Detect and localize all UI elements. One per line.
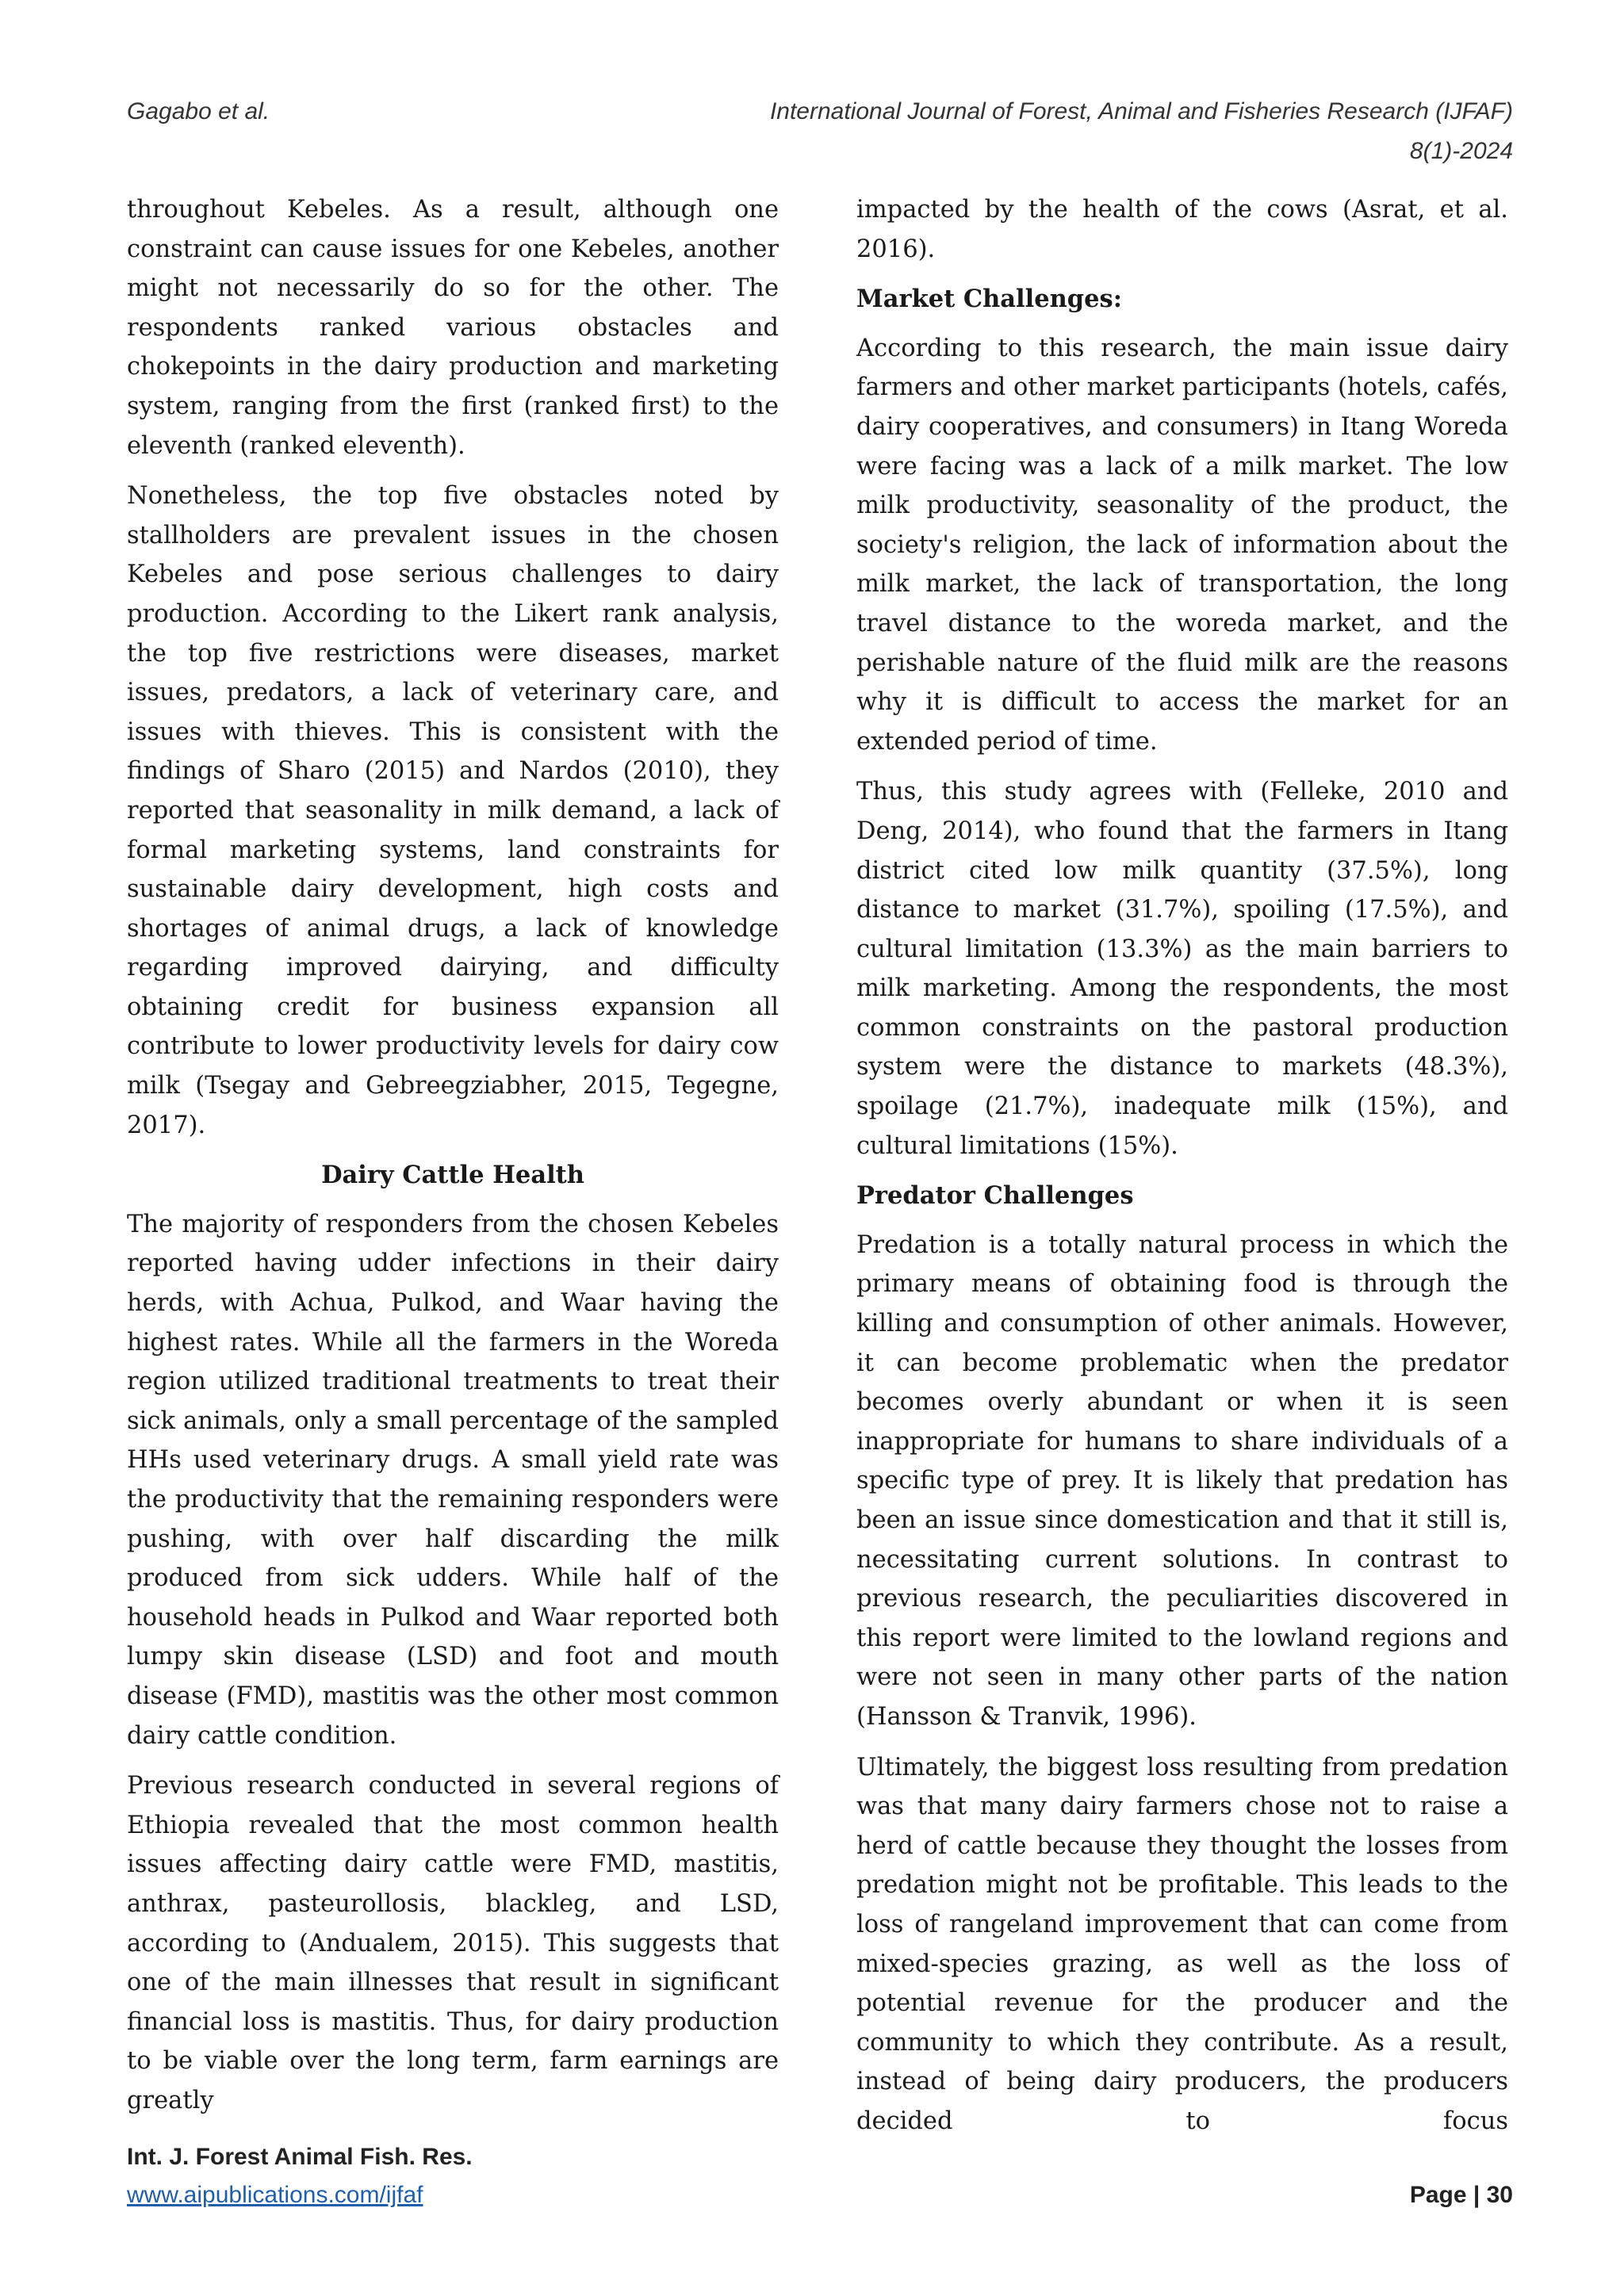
left-column — [127, 190, 779, 2132]
right-column — [856, 190, 1508, 2152]
running-header-authors: Gagabo et al. — [127, 98, 270, 124]
running-header-issue: 8(1)-2024 — [1409, 138, 1513, 164]
footer-journal-link[interactable]: www.aipublications.com/ijfaf — [127, 2182, 423, 2208]
body-paragraph: Predation is a totally natural process in which the primary means of obtaining food is through the killing and consumption of other animals. However, it can become problematic when the predator becomes overly abundant or when it is seen inappropriate for humans to share individuals of a specific type of prey. It is likely that predation has been an issue since domestication and that it still is, necessitating current solutions. In contrast to previous research, the peculiarities discovered in this report were limited to the lowland regions and were not seen in many other parts of the nation (Hansson & Tranvik, 1996). — [856, 1230, 1508, 1731]
body-paragraph: impacted by the health of the cows (Asrat, et al. 2016). — [856, 196, 1508, 263]
body-paragraph: throughout Kebeles. As a result, although one constraint can cause issues for one Kebeles, another might not necessarily do so for the other. The respondents ranked various obstacles and chokepoints in the dairy production and marketing system, ranging from the first (ranked first) to the eleventh (ranked eleventh). — [127, 196, 779, 460]
body-paragraph: The majority of responders from the chosen Kebeles reported having udder infections in their dairy herds, with Achua, Pulkod, and Waar having the highest rates. While all the farmers in the Woreda region utilized traditional treatments to treat their sick animals, only a small percentage of the sampled HHs used veterinary drugs. A small yield rate was the productivity that the remaining responders were pushing, with over half discarding the milk produced from sick udders. While half of the household heads in Pulkod and Waar reported both lumpy skin disease (LSD) and foot and mouth disease (FMD), mastitis was the other most common dairy cattle condition. — [127, 1210, 779, 1750]
body-paragraph: Nonetheless, the top five obstacles noted by stallholders are prevalent issues in the chosen Kebeles and pose serious challenges to dairy production. According to the Likert rank analysis, the top five restrictions were diseases, market issues, predators, a lack of veterinary care, and issues with thieves. This is consistent with the findings of Sharo (2015) and Nardos (2010), they reported that seasonality in milk demand, a lack of formal marketing systems, land constraints for sustainable dairy development, high costs and shortages of animal drugs, a lack of knowledge regarding improved dairying, and difficulty obtaining credit for business expansion all contribute to lower productivity levels for dairy cow milk (Tsegay and Gebreegziabher, 2015, Tegegne, 2017). — [127, 482, 779, 1139]
page-number: Page | 30 — [1409, 2182, 1513, 2208]
section-heading-predator-challenges: Predator Challenges — [856, 1181, 1134, 1211]
footer-journal-abbrev: Int. J. Forest Animal Fish. Res. — [127, 2144, 473, 2170]
section-heading-market-challenges: Market Challenges: — [856, 285, 1122, 314]
body-paragraph: According to this research, the main issue dairy farmers and other market participants (hotels, cafés, dairy cooperatives, and consumers) in Itang Woreda were facing was a lack of a milk market. The low milk productivity, seasonality of the product, the society's religion, the lack of information about the milk market, the lack of transportation, the long travel distance to the woreda market, and the perishable nature of the fluid milk are the reasons why it is difficult to access the market for an extended period of time. — [856, 334, 1508, 756]
body-paragraph: Previous research conducted in several regions of Ethiopia revealed that the most common health issues affecting dairy cattle were FMD, mastitis, anthrax, pasteurollosis, blackleg, and LSD, according to (Andualem, 2015). This suggests that one of the main illnesses that result in significant financial loss is mastitis. Thus, for dairy production to be viable over the long term, farm earnings are greatly — [127, 1772, 779, 2114]
running-header-journal: International Journal of Forest, Animal and Fisheries Research (IJFAF) — [769, 98, 1513, 124]
body-paragraph: Thus, this study agrees with (Felleke, 2010 and Deng, 2014), who found that the farmers in Itang district cited low milk quantity (37.5%), long distance to market (31.7%), spoiling (17.5%), and cultural limitation (13.3%) as the main barriers to milk marketing. Among the respondents, the most common constraints on the pastoral production system were the distance to markets (48.3%), spoilage (21.7%), inadequate milk (15%), and cultural limitations (15%). — [856, 778, 1508, 1160]
body-paragraph: Ultimately, the biggest loss resulting from predation was that many dairy farmers chose not to raise a herd of cattle because they thought the losses from predation might not be profitable. This leads to the loss of rangeland improvement that can come from mixed-species grazing, as well as the loss of potential revenue for the producer and the community to which they contribute. As a result, instead of being dairy producers, the producers decided to focus — [856, 1753, 1508, 2135]
section-heading-dairy-cattle-health: Dairy Cattle Health — [321, 1161, 584, 1190]
